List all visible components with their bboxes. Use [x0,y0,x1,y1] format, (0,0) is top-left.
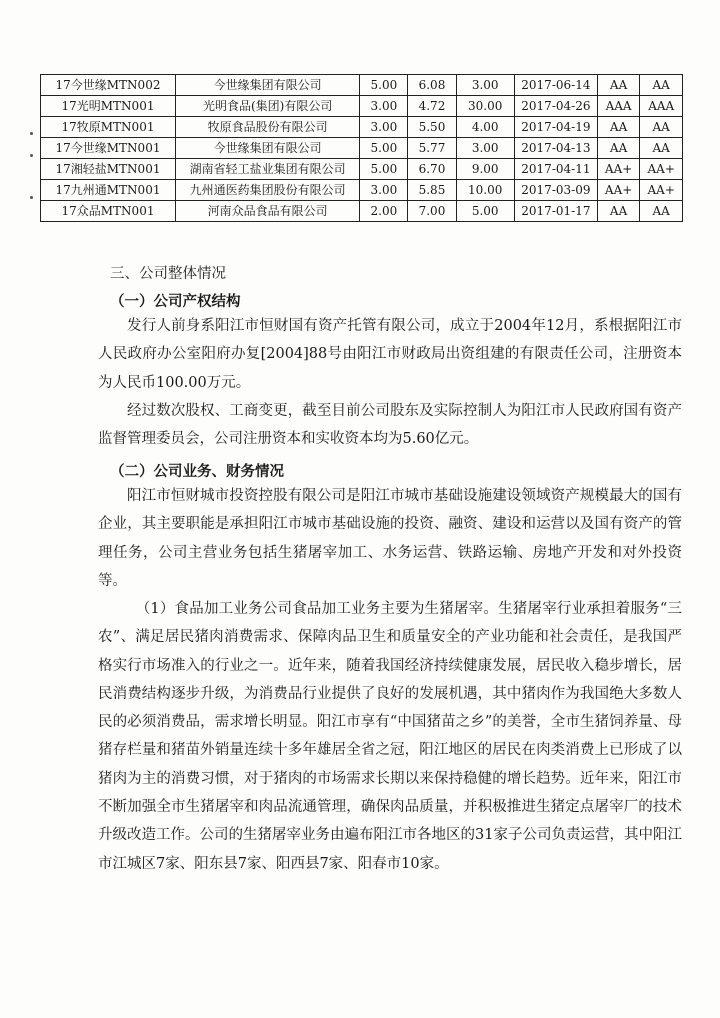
table-cell: 2017-06-14 [514,75,597,96]
table-cell: 17九州通MTN001 [41,180,176,201]
table-row [41,117,683,138]
table-cell: 5.00 [360,138,408,159]
bond-issuance-table [40,74,683,222]
table-cell: AA+ [597,180,640,201]
table-cell: 17湘轻盐MTN001 [41,159,176,180]
table-cell: 3.00 [456,75,514,96]
table-cell: 湖南省轻工盐业集团有限公司 [175,159,359,180]
table-cell: 5.85 [408,180,456,201]
scan-mark [30,196,33,199]
table-cell: 今世缘集团有限公司 [175,75,359,96]
table-cell: AA [640,201,683,222]
table-cell: AA [640,75,683,96]
table-cell: AA+ [640,180,683,201]
section-heading: 三、公司整体情况 [110,266,226,282]
table-cell: AAA [640,96,683,117]
table-cell: 今世缘集团有限公司 [175,138,359,159]
table-cell: 17光明MTN001 [41,96,176,117]
table-cell: 2017-04-19 [514,117,597,138]
table-row [41,75,683,96]
subsection-heading-business: （二）公司业务、财务情况 [110,464,284,480]
table-cell: 光明食品(集团)有限公司 [175,96,359,117]
table-cell: 2017-04-26 [514,96,597,117]
table-cell: AA [597,138,640,159]
table-cell: 6.70 [408,159,456,180]
table-cell: 4.00 [456,117,514,138]
table-cell: 17今世缘MTN001 [41,138,176,159]
paragraph-business-1: 阳江市恒财城市投资控股有限公司是阳江市城市基础设施建设领域资产规模最大的国有企业，其主要职能是承担阳江市城市基础设施的投资、融资、建设和运营以及国有资产的管理任务，公司主营业务包括生猪屠宰加工、水务运营、铁路运输、房地产开发和对外投资等。 [98,488,682,589]
paragraph-ownership-1: 发行人前身系阳江市恒财国有资产托管有限公司，成立于2004年12月，系根据阳江市人民政府办公室阳府办复[2004]88号由阳江市财政局出资组建的有限责任公司，注册资本为人民币100.00万元。 [98,318,682,391]
table-cell: AA [597,201,640,222]
table-cell: 2017-01-17 [514,201,597,222]
table-cell: 3.00 [360,117,408,138]
table-cell: 5.00 [456,201,514,222]
table-cell: AAA [597,96,640,117]
paragraph-business-2: （1）食品加工业务公司食品加工业务主要为生猪屠宰。生猪屠宰行业承担着服务“三农”、满足居民猪肉消费需求、保障肉品卫生和质量安全的产业功能和社会责任，是我国严格实行市场准入的行业之一。近年来，随着我国经济持续健康发展，居民收入稳步增长，居民消费结构逐步升级，为消费品行业提供了良好的发展机遇，其中猪肉作为我国绝大多数人民的必须消费品，需求增长明显。阳江市享有“中国猪苗之乡”的美誉，全市生猪饲养量、母猪存栏量和猪苗外销量连续十多年雄居全省之冠，阳江地区的居民在肉类消费上已形成了以猪肉为主的消费习惯，对于猪肉的市场需求长期以来保持稳健的增长趋势。近年来，阳江市不断加强全市生猪屠宰和肉品流通管理，确保肉品质量，并积极推进生猪定点屠宰厂的技术升级改造工作。公司的生猪屠宰业务由遍布阳江市各地区的31家子公司负责运营，其中阳江市江城区7家、阳东县7家、阳西县7家、阳春市10家。 [98,601,682,872]
table-cell: 5.00 [360,75,408,96]
table-cell: 5.50 [408,117,456,138]
scan-mark [30,154,33,157]
table-cell: 5.77 [408,138,456,159]
table-cell: 10.00 [456,180,514,201]
table-cell: 7.00 [408,201,456,222]
table-row [41,201,683,222]
table-cell: 2.00 [360,201,408,222]
scan-mark [30,132,33,135]
table-cell: AA+ [640,159,683,180]
table-cell: AA [640,138,683,159]
table-cell: AA+ [597,159,640,180]
table-cell: 2017-03-09 [514,180,597,201]
table-row [41,138,683,159]
table-cell: 3.00 [360,180,408,201]
table-row [41,180,683,201]
table-cell: 牧原食品股份有限公司 [175,117,359,138]
table-cell: 2017-04-11 [514,159,597,180]
table-cell: 17今世缘MTN002 [41,75,176,96]
table-cell: 4.72 [408,96,456,117]
table-cell: 17牧原MTN001 [41,117,176,138]
table-cell: 6.08 [408,75,456,96]
table-cell: 河南众品食品有限公司 [175,201,359,222]
table-cell: 17众品MTN001 [41,201,176,222]
table-cell: 九州通医药集团股份有限公司 [175,180,359,201]
table-cell: 30.00 [456,96,514,117]
paragraph-ownership-2: 经过数次股权、工商变更，截至目前公司股东及实际控制人为阳江市人民政府国有资产监督管理委员会，公司注册资本和实收资本均为5.60亿元。 [98,403,682,448]
table-cell: AA [597,75,640,96]
subsection-heading-ownership: （一）公司产权结构 [110,294,241,310]
table-cell: 9.00 [456,159,514,180]
table-cell: AA [640,117,683,138]
table-row [41,159,683,180]
table-cell: AA [597,117,640,138]
table-cell: 3.00 [456,138,514,159]
table-cell: 5.00 [360,159,408,180]
table-cell: 2017-04-13 [514,138,597,159]
table-row [41,96,683,117]
table-cell: 3.00 [360,96,408,117]
